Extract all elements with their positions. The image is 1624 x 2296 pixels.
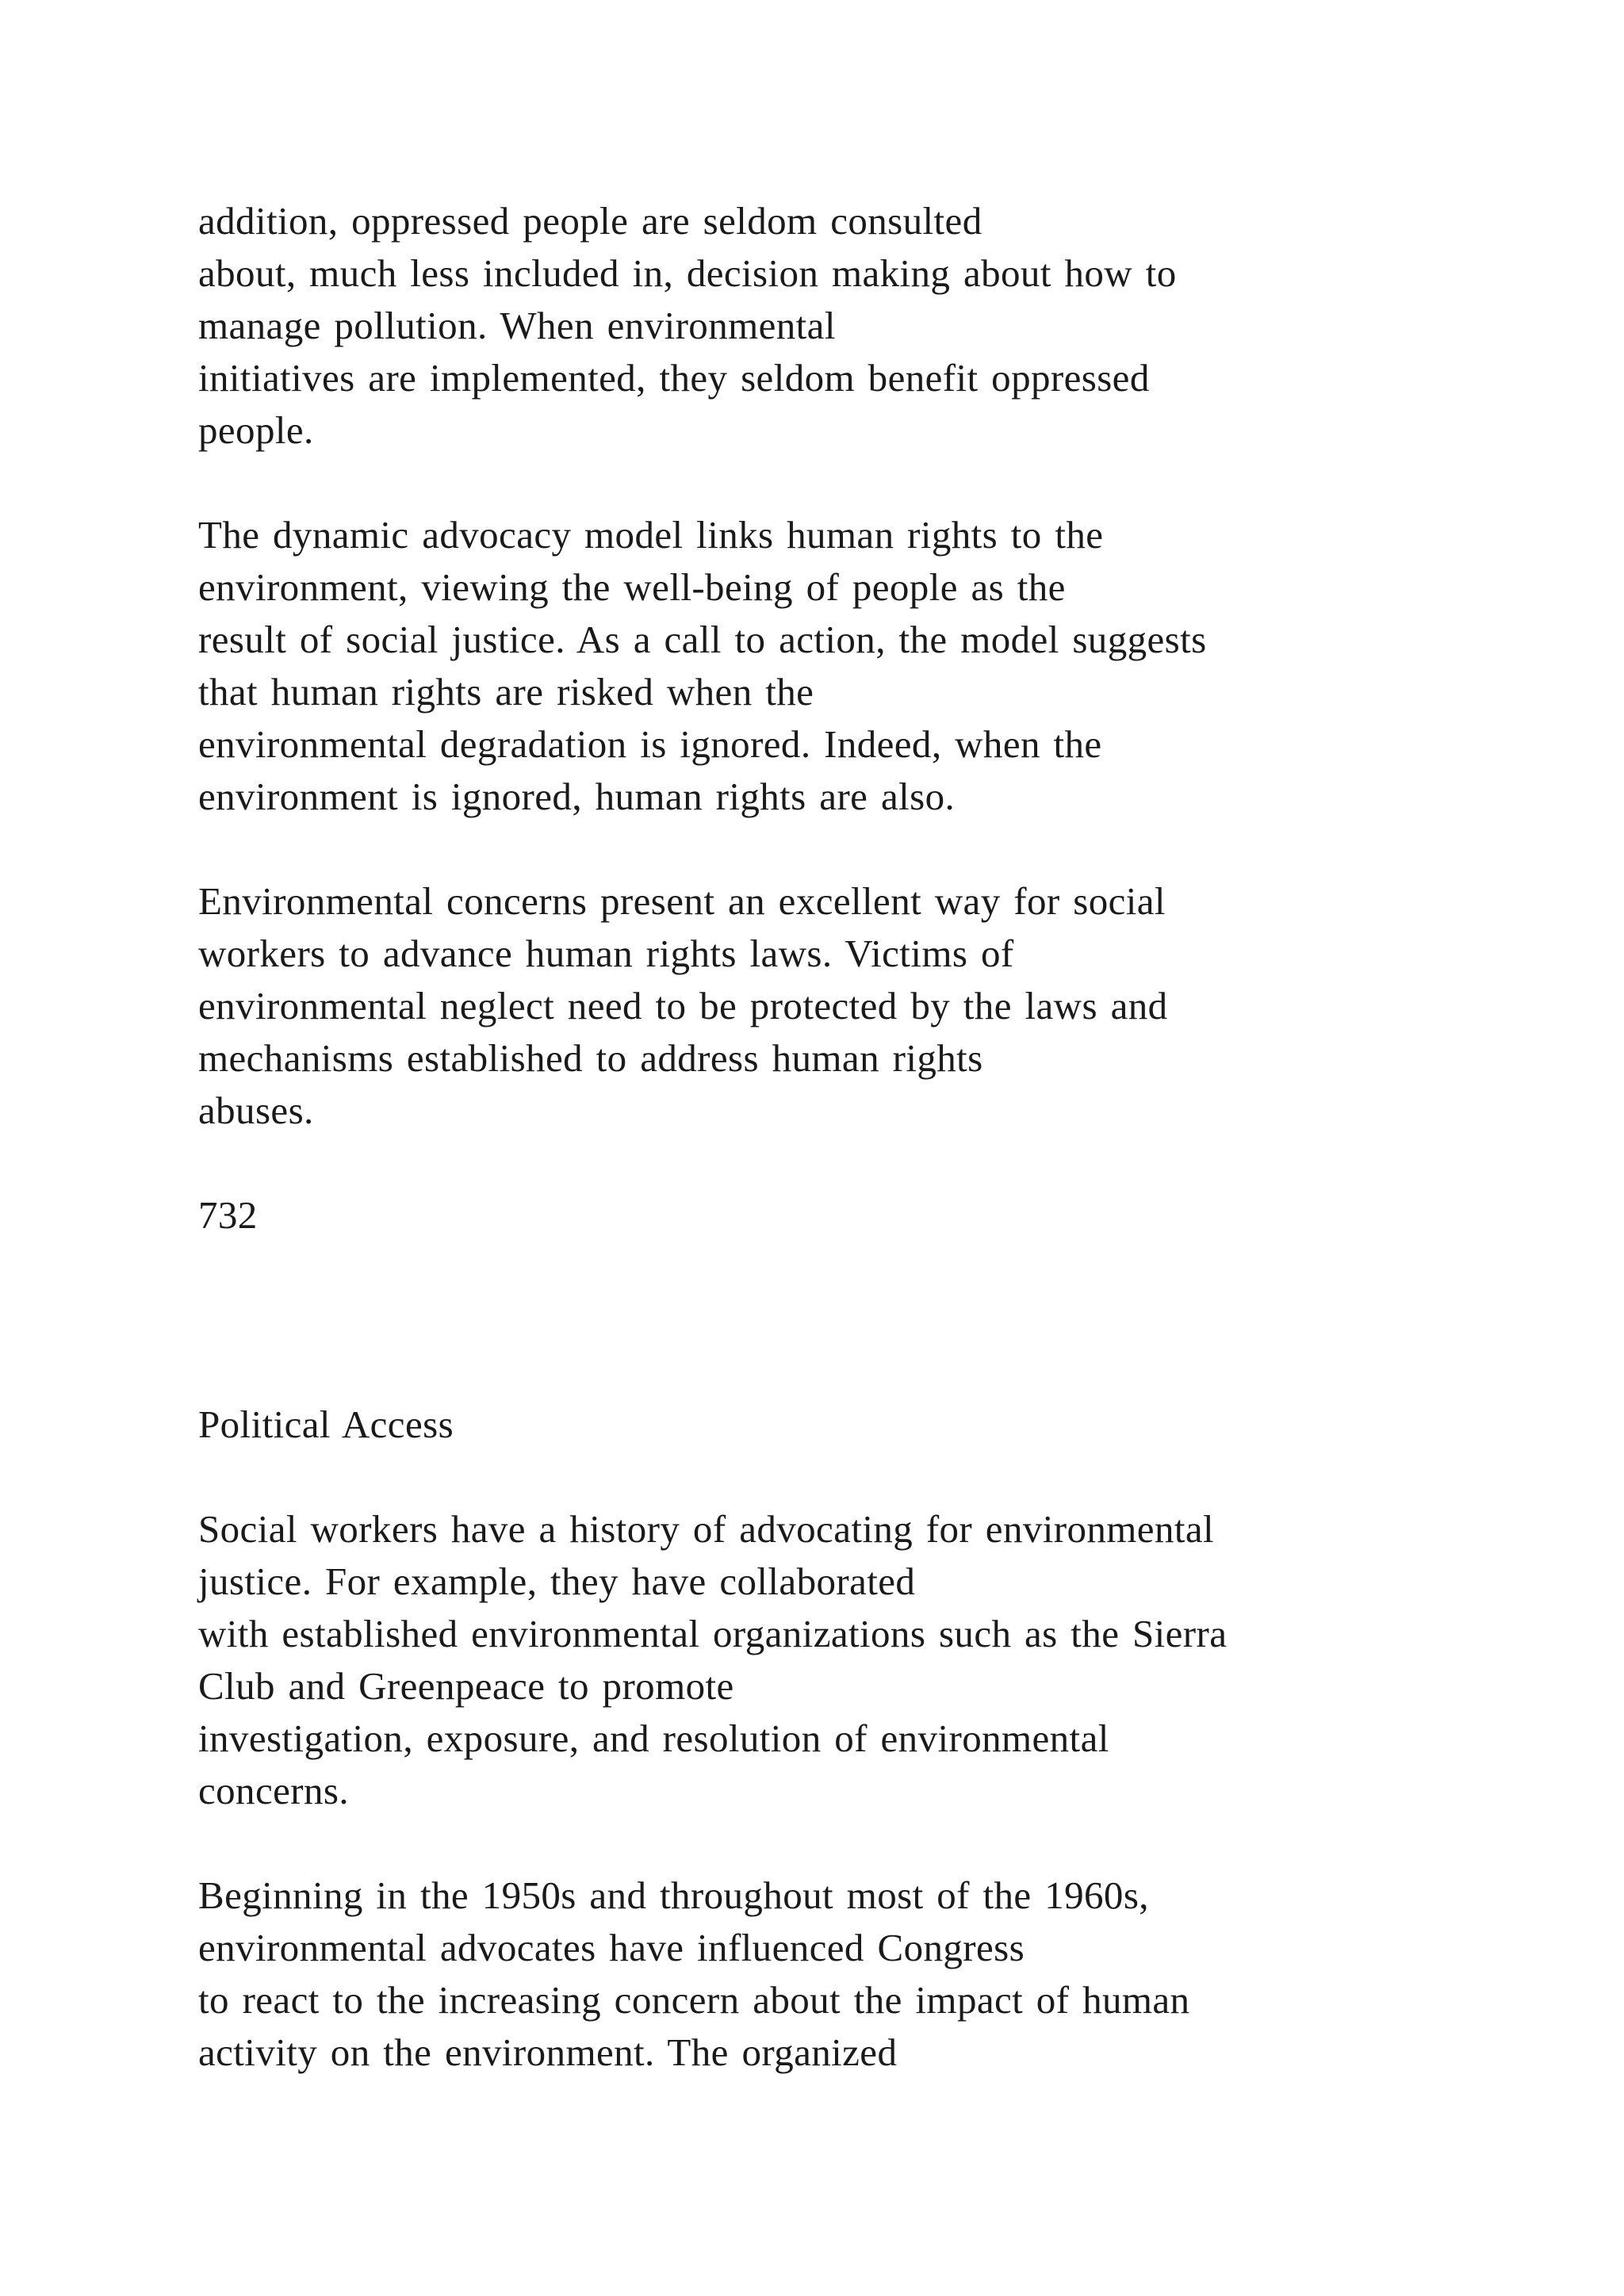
paragraph-oppressed-people [198, 195, 1435, 457]
text-line: to react to the increasing concern about the impact of human [198, 1978, 1190, 2022]
text-line: Environmental concerns present an excellent way for social [198, 879, 1166, 923]
text-line: Beginning in the 1950s and throughout most of the 1960s, [198, 1873, 1149, 1917]
paragraph-environmental-concerns [198, 875, 1435, 1137]
text-line: environment is ignored, human rights are also. [198, 775, 956, 818]
paragraph-spacer [198, 1817, 1435, 1869]
document-page [198, 195, 1435, 2079]
text-line: justice. For example, they have collaborated [198, 1559, 916, 1603]
section-heading: Political Access [198, 1402, 454, 1446]
text-line: concerns. [198, 1769, 349, 1812]
paragraph-spacer [198, 1137, 1435, 1189]
paragraph-advocacy-history [198, 1503, 1435, 1817]
text-line: environmental degradation is ignored. Indeed, when the [198, 722, 1102, 766]
paragraph-spacer [198, 1451, 1435, 1503]
text-line: that human rights are risked when the [198, 670, 814, 714]
text-line: environmental neglect need to be protected by the laws and [198, 984, 1168, 1027]
text-line: Social workers have a history of advocating for environmental [198, 1507, 1215, 1551]
text-line: workers to advance human rights laws. Victims of [198, 932, 1014, 975]
text-line: environmental advocates have influenced Congress [198, 1926, 1025, 1969]
text-line: Club and Greenpeace to promote [198, 1664, 734, 1708]
text-line: manage pollution. When environmental [198, 304, 836, 347]
section-spacer [198, 1242, 1435, 1399]
paragraph-congress-influence [198, 1869, 1435, 2079]
text-line: investigation, exposure, and resolution of environmental [198, 1716, 1109, 1760]
text-line: The dynamic advocacy model links human rights to the [198, 513, 1104, 557]
text-line: about, much less included in, decision making about how to [198, 251, 1177, 295]
text-line: people. [198, 408, 314, 452]
paragraph-dynamic-advocacy-model [198, 509, 1435, 823]
text-line: with established environmental organizations such as the Sierra [198, 1612, 1228, 1655]
paragraph-spacer [198, 823, 1435, 875]
text-line: activity on the environment. The organized [198, 2030, 898, 2074]
page-number-block [198, 1189, 1435, 1242]
paragraph-spacer [198, 457, 1435, 509]
text-line: addition, oppressed people are seldom consulted [198, 199, 982, 243]
text-line: abuses. [198, 1089, 314, 1132]
text-line: mechanisms established to address human rights [198, 1036, 983, 1080]
section-heading-block [198, 1399, 1435, 1451]
page-number: 732 [198, 1193, 258, 1237]
text-line: environment, viewing the well-being of people as the [198, 565, 1066, 609]
text-line: result of social justice. As a call to action, the model suggests [198, 618, 1207, 661]
text-line: initiatives are implemented, they seldom benefit oppressed [198, 356, 1150, 400]
